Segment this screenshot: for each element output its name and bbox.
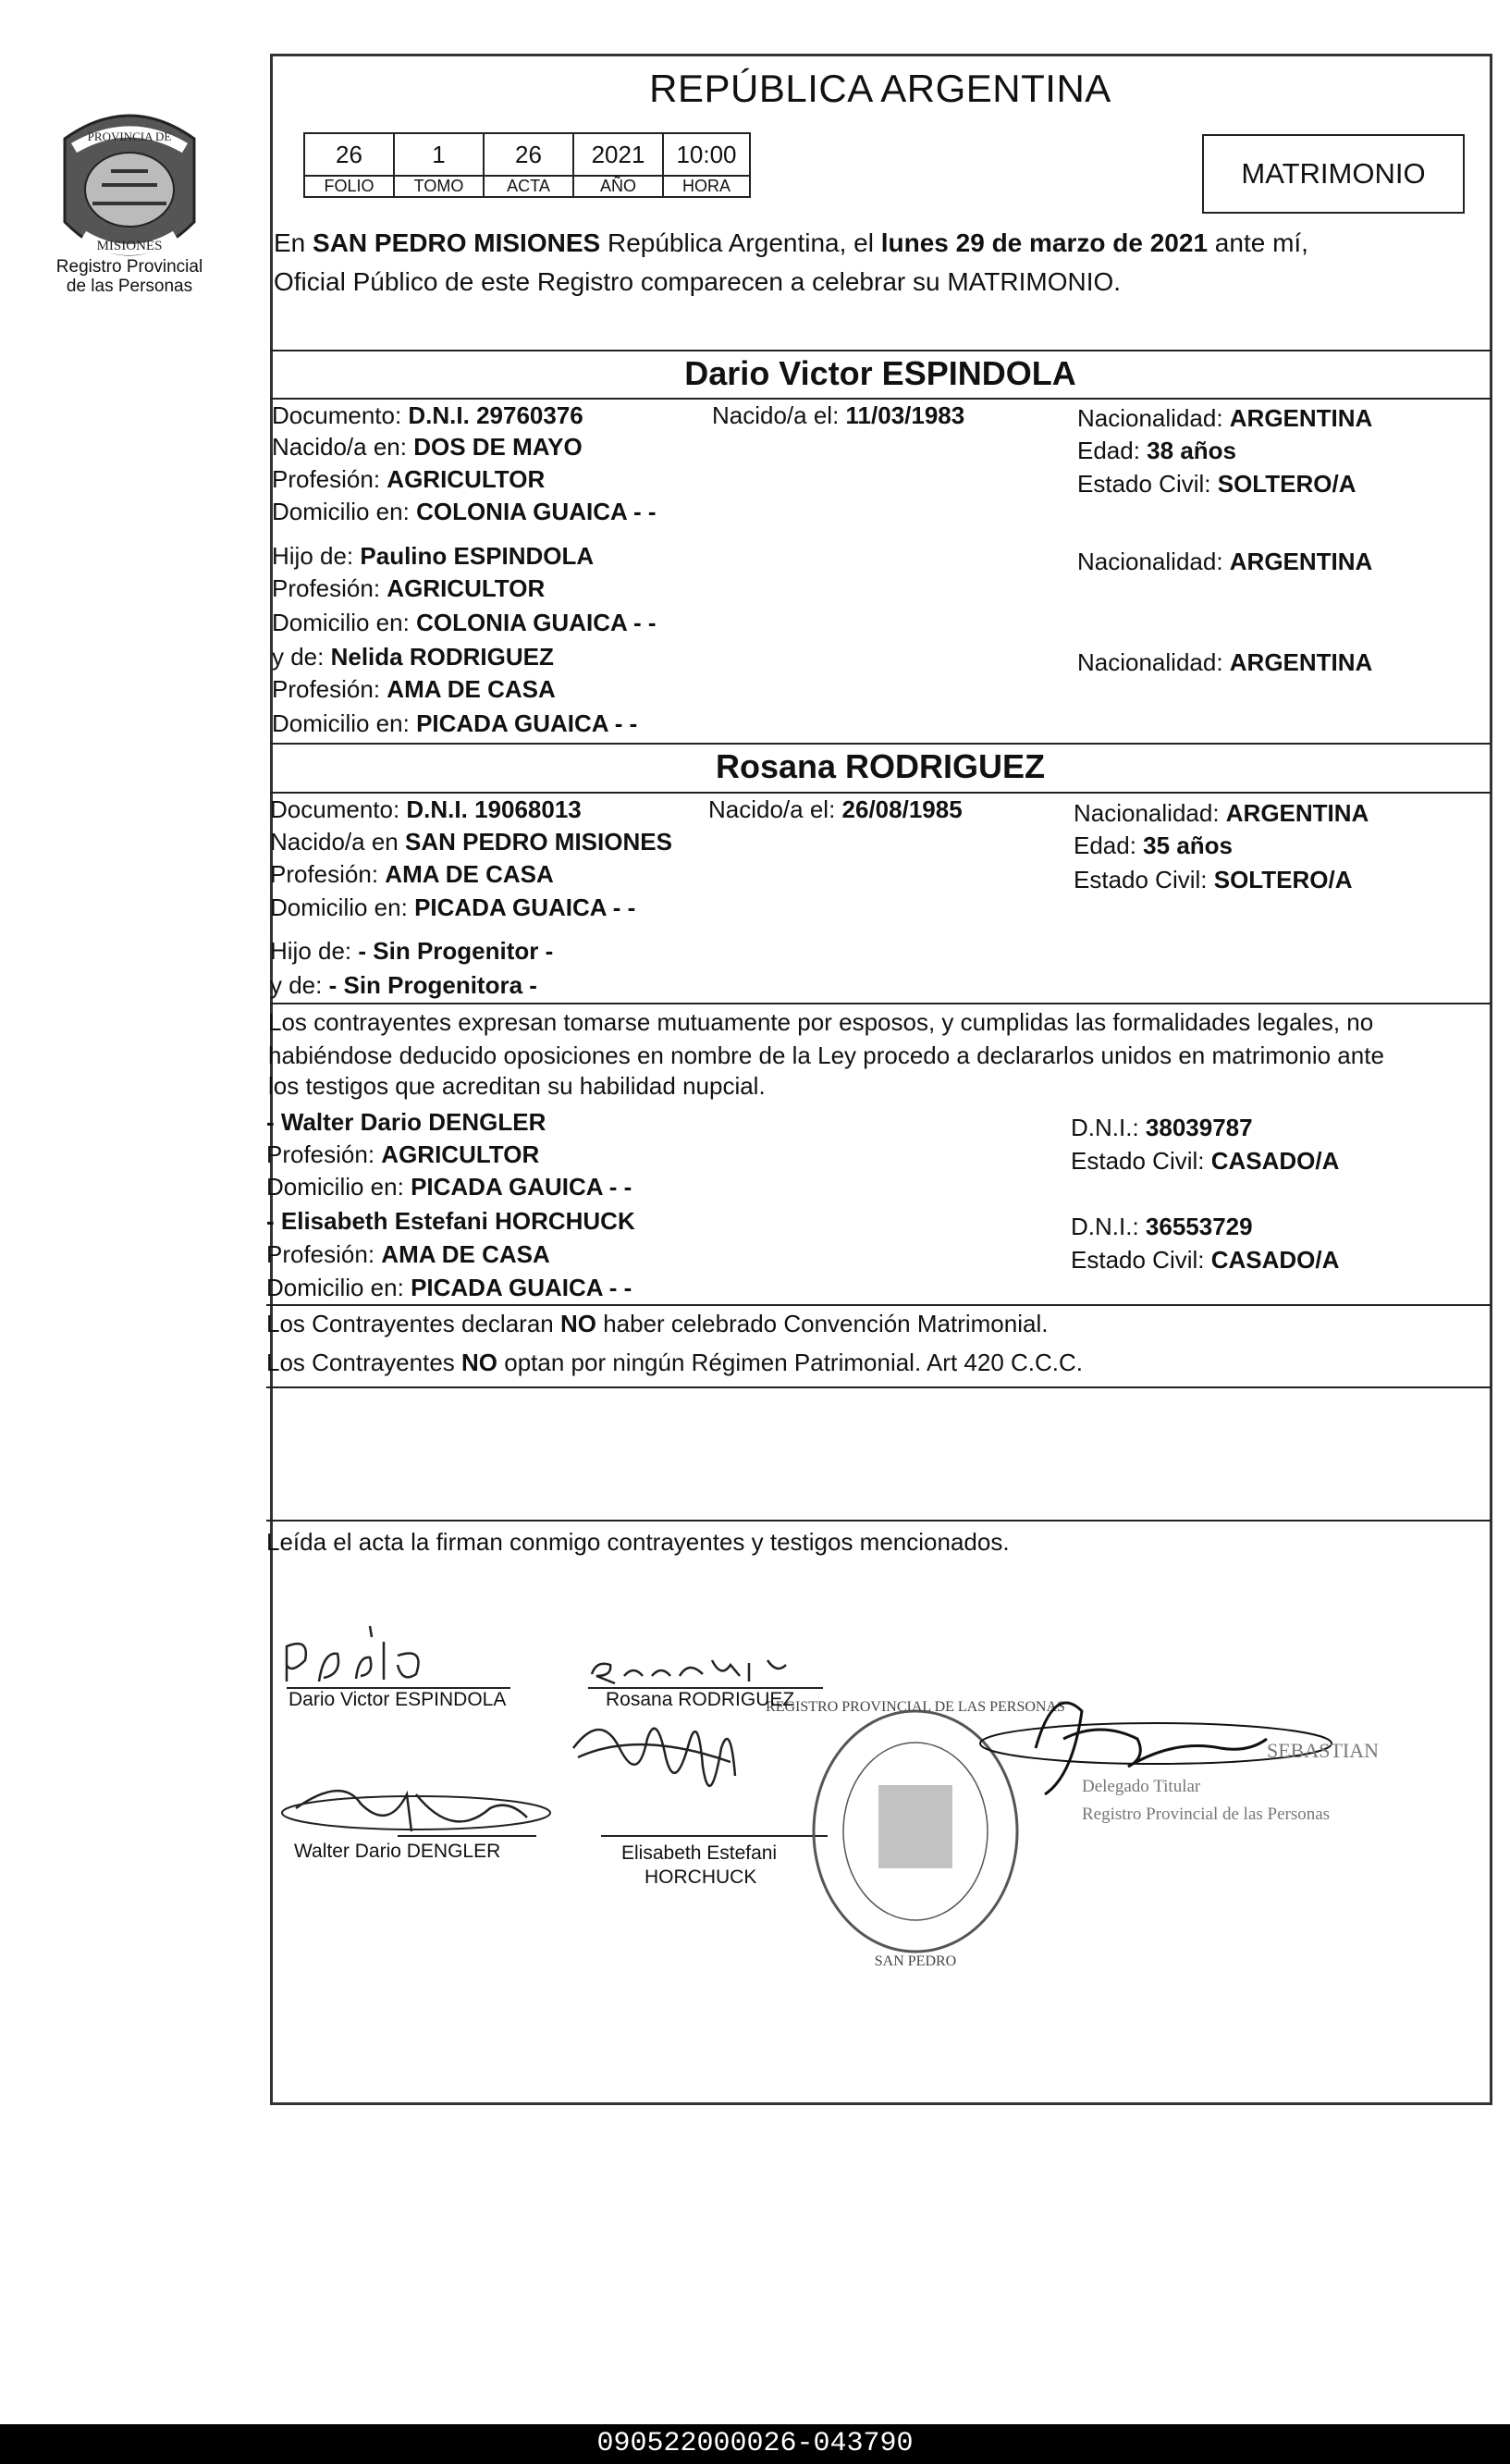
note-convention: Los Contrayentes declaran NO haber celebrado Convención Matrimonial. [266, 1310, 1049, 1337]
spouse1-address: Domicilio en: COLONIA GUAICA - - [272, 498, 657, 525]
spouse2-profession: Profesión: AMA DE CASA [270, 860, 554, 888]
spouse2-nationality: Nacionalidad: ARGENTINA [1074, 799, 1369, 827]
declaration-line-2: habiéndose deducido oposiciones en nombre de la Ley procedo a declararlos unidos en matrimonio ante [268, 1041, 1384, 1069]
folio-label: FOLIO [304, 176, 394, 197]
divider [266, 1304, 1491, 1306]
document-title: REPÚBLICA ARGENTINA [649, 67, 1111, 110]
witness1-address: Domicilio en: PICADA GAUICA - - [266, 1173, 632, 1201]
spouse1-father-nationality: Nacionalidad: ARGENTINA [1077, 548, 1373, 575]
intro-line-1: En SAN PEDRO MISIONES República Argentina, el lunes 29 de marzo de 2021 ante mí, [274, 228, 1308, 257]
hora-value: 10:00 [663, 133, 750, 176]
spouse2-father: Hijo de: - Sin Progenitor - [270, 937, 554, 965]
spouse1-mother-nationality: Nacionalidad: ARGENTINA [1077, 648, 1373, 676]
declaration-line-1: Los contrayentes expresan tomarse mutuamente por esposos, y cumplidas las formalidades legales, no [268, 1008, 1374, 1036]
folio-value: 26 [304, 133, 394, 176]
spouse1-father-address: Domicilio en: COLONIA GUAICA - - [272, 609, 657, 636]
closing-text: Leída el acta la firman conmigo contrayentes y testigos mencionados. [266, 1528, 1010, 1556]
spouse1-nationality: Nacionalidad: ARGENTINA [1077, 404, 1373, 432]
stamp-text-top: REGISTRO PROVINCIAL DE LAS PERSONAS [766, 1699, 1065, 1715]
footer-code: 090522000026-043790 [0, 2424, 1510, 2464]
signature-label-dario: Dario Victor ESPINDOLA [288, 1689, 507, 1710]
signature-label-rosana: Rosana RODRIGUEZ [606, 1689, 795, 1710]
official-stamp [814, 1711, 1017, 1952]
document-type-box [1202, 134, 1465, 214]
signature-label-walter: Walter Dario DENGLER [294, 1841, 501, 1862]
spouse1-father-profession: Profesión: AGRICULTOR [272, 574, 546, 602]
witness1-profession: Profesión: AGRICULTOR [266, 1140, 540, 1168]
witness1-dni: D.N.I.: 38039787 [1071, 1114, 1253, 1141]
spouse2-mother: y de: - Sin Progenitora - [270, 971, 537, 999]
signature-label-elisabeth-2: HORCHUCK [645, 1866, 757, 1888]
registry-fields-table [303, 132, 751, 198]
divider [266, 1386, 1491, 1388]
spouse1-age: Edad: 38 años [1077, 437, 1236, 464]
caption-line-1: Registro Provincial [55, 257, 203, 277]
spouse1-mother-profession: Profesión: AMA DE CASA [272, 675, 556, 703]
divider [270, 398, 1491, 400]
spouse2-birth-place: Nacido/a en SAN PEDRO MISIONES [270, 828, 672, 856]
official-role: Delegado Titular [1082, 1777, 1201, 1796]
divider [270, 1003, 1491, 1004]
spouse1-mother-address: Domicilio en: PICADA GUAICA - - [272, 709, 638, 737]
official-office: Registro Provincial de las Personas [1082, 1805, 1331, 1824]
spouse2-address: Domicilio en: PICADA GUAICA - - [270, 893, 636, 921]
spouse2-birth-date: Nacido/a el: 26/08/1985 [708, 795, 963, 823]
acta-label: ACTA [484, 176, 573, 197]
witness2-address: Domicilio en: PICADA GUAICA - - [266, 1274, 632, 1301]
spouse2-civil-status: Estado Civil: SOLTERO/A [1074, 866, 1353, 893]
logo-caption [28, 257, 231, 296]
divider [270, 743, 1491, 745]
witness1-name: - Walter Dario DENGLER [266, 1108, 546, 1136]
divider [266, 1520, 1491, 1522]
signatures-area [268, 1609, 1489, 1979]
declaration-line-3: los testigos que acreditan su habilidad nupcial. [268, 1072, 766, 1100]
spouse2-name: Rosana RODRIGUEZ [715, 747, 1046, 785]
spouse1-father: Hijo de: Paulino ESPINDOLA [272, 542, 595, 570]
spouse1-profession: Profesión: AGRICULTOR [272, 465, 546, 493]
logo-text-top: PROVINCIA DE [87, 129, 172, 143]
official-name: SEBASTIAN [1267, 1739, 1380, 1762]
logo-text-bottom: MISIONES [96, 239, 163, 253]
intro-line-2: Oficial Público de este Registro comparecen a celebrar su MATRIMONIO. [274, 267, 1122, 296]
anio-value: 2021 [573, 133, 663, 176]
spouse2-age: Edad: 35 años [1074, 832, 1233, 859]
signature-walter [282, 1791, 550, 1836]
spouse1-document: Documento: D.N.I. 29760376 [272, 401, 583, 429]
signature-rosana [588, 1660, 823, 1688]
spouse1-civil-status: Estado Civil: SOLTERO/A [1077, 470, 1357, 498]
tomo-label: TOMO [394, 176, 484, 197]
caption-line-2: de las Personas [66, 277, 193, 296]
tomo-value: 1 [394, 133, 484, 176]
witness2-profession: Profesión: AMA DE CASA [266, 1240, 550, 1268]
signature-label-elisabeth-1: Elisabeth Estefani [621, 1842, 778, 1864]
witness2-civil-status: Estado Civil: CASADO/A [1071, 1246, 1340, 1274]
signature-dario [287, 1626, 510, 1688]
signature-elisabeth [573, 1729, 828, 1836]
anio-label: AÑO [573, 176, 663, 197]
spouse1-name: Dario Victor ESPINDOLA [684, 354, 1076, 392]
spouse1-birth-place: Nacido/a en: DOS DE MAYO [272, 433, 583, 461]
hora-label: HORA [663, 176, 750, 197]
acta-value: 26 [484, 133, 573, 176]
spouse1-birth-date: Nacido/a el: 11/03/1983 [712, 401, 965, 429]
witness2-name: - Elisabeth Estefani HORCHUCK [266, 1207, 635, 1235]
divider [270, 792, 1491, 794]
divider [270, 350, 1491, 351]
witness2-dni: D.N.I.: 36553729 [1071, 1213, 1253, 1240]
witness1-civil-status: Estado Civil: CASADO/A [1071, 1147, 1340, 1175]
spouse2-document: Documento: D.N.I. 19068013 [270, 795, 582, 823]
spouse1-mother: y de: Nelida RODRIGUEZ [272, 643, 554, 671]
stamp-text-bottom: SAN PEDRO [874, 1953, 957, 1969]
document-type: MATRIMONIO [1241, 157, 1426, 190]
note-regime: Los Contrayentes NO optan por ningún Régimen Patrimonial. Art 420 C.C.C. [266, 1349, 1084, 1376]
